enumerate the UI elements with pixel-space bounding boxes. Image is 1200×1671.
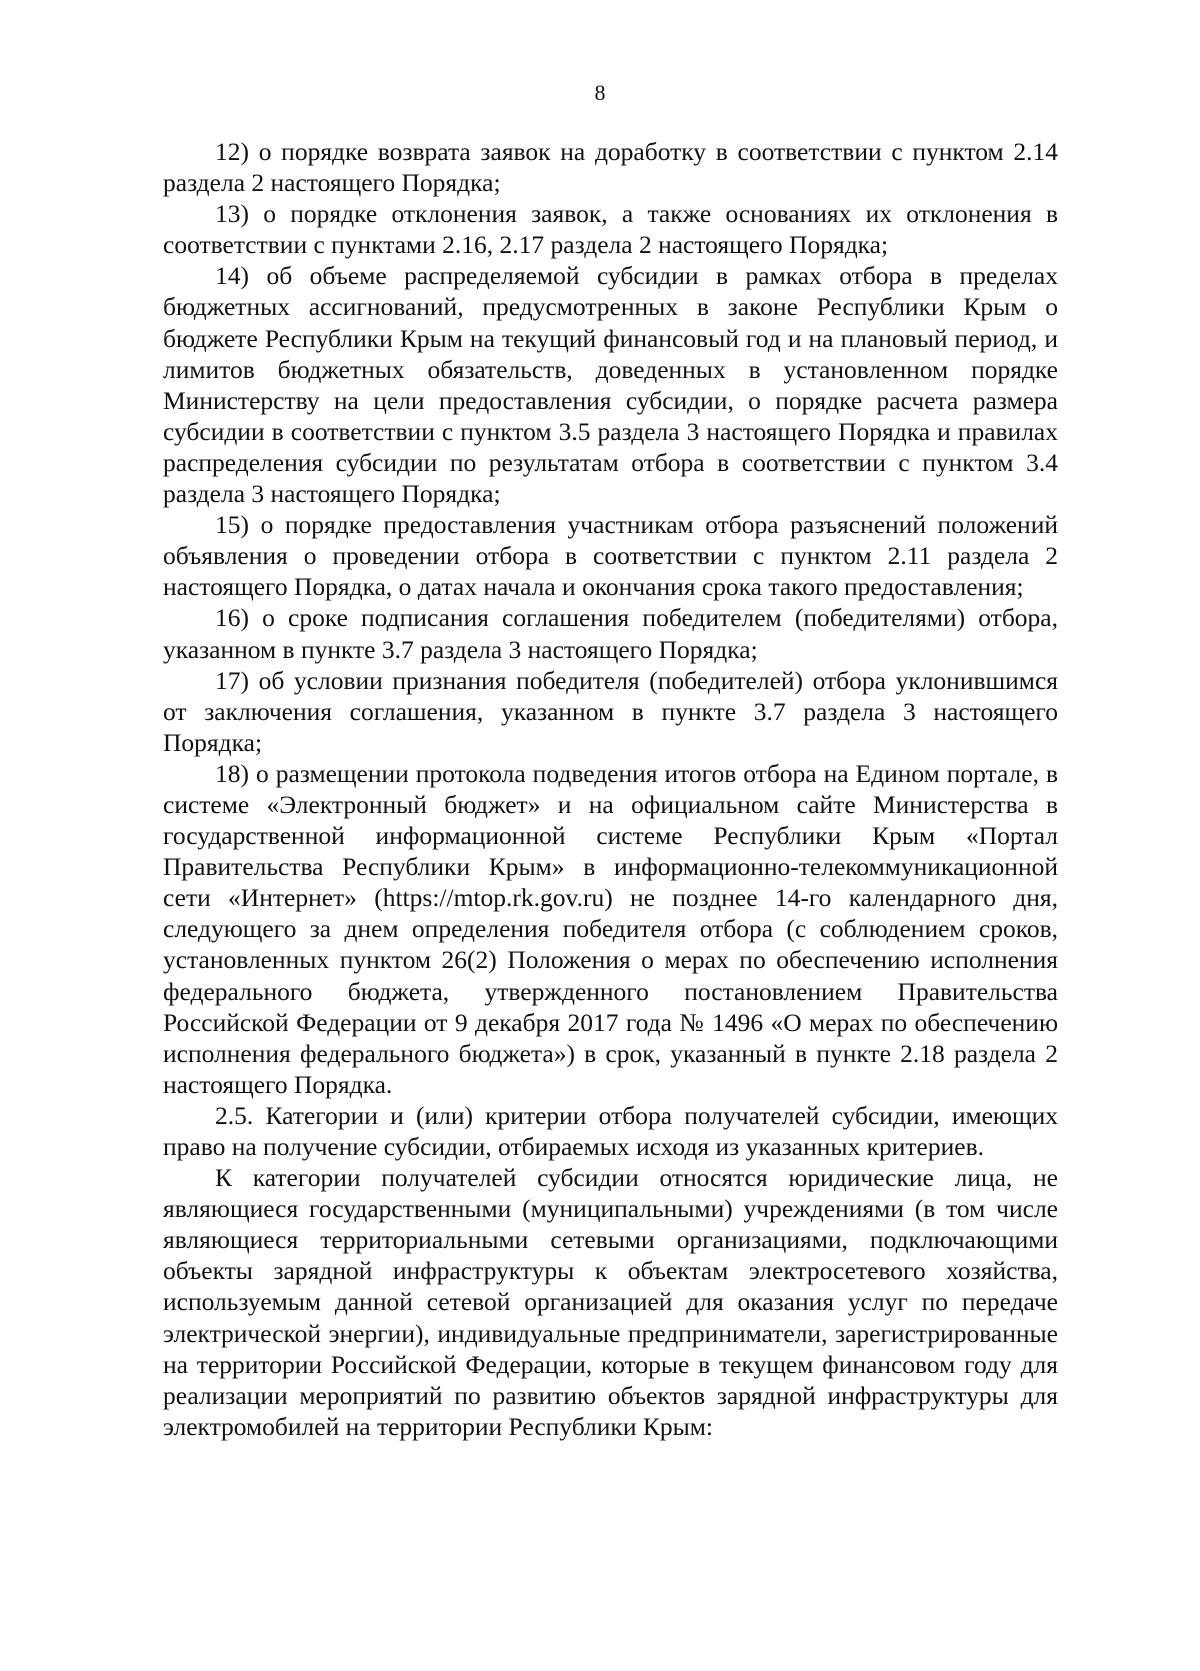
document-body <box>163 136 1058 1442</box>
paragraph-item-14: 14) об объеме распределяемой субсидии в рамках отбора в пределах бюджетных ассигнований, предусмотренных в законе Республики Крым о бюджете Республики Крым на текущий финансовый год и на плановый период, и лимитов бюджетных обязательств, доведенных в установленном порядке Министерству на цели предоставления субсидии, о порядке расчета размера субсидии в соответствии с пунктом 3.5 раздела 3 настоящего Порядка и правилах распределения субсидии по результатам отбора в соответствии с пунктом 3.4 раздела 3 настоящего Порядка; <box>163 261 1058 509</box>
recipient-categories-paragraph: К категории получателей субсидии относятся юридические лица, не являющиеся государственными (муниципальными) учреждениями (в том числе являющиеся территориальными сетевыми организациями, подключающими объекты зарядной инфраструктуры к объектам электросетевого хозяйства, используемым данной сетевой организацией для оказания услуг по передаче электрической энергии), индивидуальные предприниматели, зарегистрированные на территории Российской Федерации, которые в текущем финансовом году для реализации мероприятий по развитию объектов зарядной инфраструктуры для электромобилей на территории Республики Крым: <box>163 1163 1058 1441</box>
section-2-5-heading: 2.5. Категории и (или) критерии отбора получателей субсидии, имеющих право на получение субсидии, отбираемых исходя из указанных критериев. <box>163 1100 1058 1161</box>
paragraph-item-13: 13) о порядке отклонения заявок, а также основаниях их отклонения в соответствии с пунктами 2.16, 2.17 раздела 2 настоящего Порядка; <box>163 199 1058 260</box>
paragraph-item-18: 18) о размещении протокола подведения итогов отбора на Едином портале, в системе «Электронный бюджет» и на официальном сайте Министерства в государственной информационной системе Республики Крым «Портал Правительства Республики Крым» в информационно-телекоммуникационной сети «Интернет» (https://mtop.rk.gov.ru) не позднее 14-го календарного дня, следующего за днем определения победителя отбора (с соблюдением сроков, установленных пунктом 26(2) Положения о мерах по обеспечению исполнения федерального бюджета, утвержденного постановлением Правительства Российской Федерации от 9 декабря 2017 года № 1496 «О мерах по обеспечению исполнения федерального бюджета») в срок, указанный в пункте 2.18 раздела 2 настоящего Порядка. <box>163 758 1058 1099</box>
paragraph-item-15: 15) о порядке предоставления участникам отбора разъяснений положений объявления о проведении отбора в соответствии с пунктом 2.11 раздела 2 настоящего Порядка, о датах начала и окончания срока такого предоставления; <box>163 510 1058 602</box>
paragraph-item-12: 12) о порядке возврата заявок на доработку в соответствии с пунктом 2.14 раздела 2 настоящего Порядка; <box>163 137 1058 198</box>
page-number: 8 <box>594 80 606 105</box>
paragraph-item-16: 16) о сроке подписания соглашения победителем (победителями) отбора, указанном в пункте 3.7 раздела 3 настоящего Порядка; <box>163 603 1058 664</box>
paragraph-item-17: 17) об условии признания победителя (победителей) отбора уклонившимся от заключения соглашения, указанном в пункте 3.7 раздела 3 настоящего Порядка; <box>163 665 1058 757</box>
